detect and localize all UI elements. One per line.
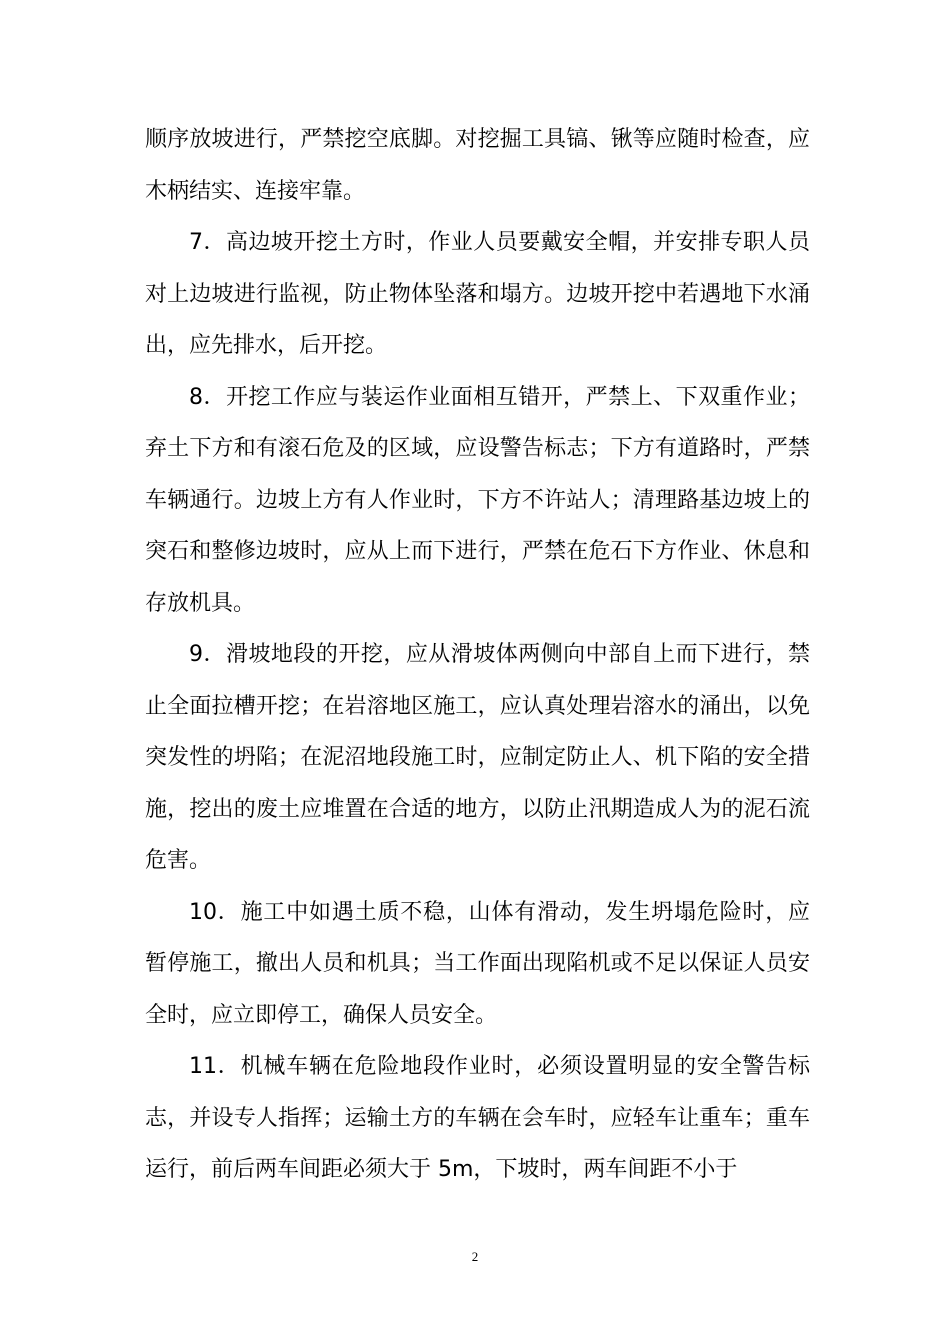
paragraph-item-10: 10．施工中如遇土质不稳，山体有滑动，发生坍塌危险时，应暂停施工，撤出人员和机具；当工作面出现陷机或不足以保证人员安全时，应立即停工，确保人员安全。 — [145, 899, 810, 1028]
paragraph-item-7: 7．高边坡开挖土方时，作业人员要戴安全帽，并安排专职人员对上边坡进行监视，防止物体坠落和塌方。边坡开挖中若遇地下水涌出，应先排水，后开挖。 — [145, 230, 810, 358]
paragraph-continued: 顺序放坡进行，严禁挖空底脚。对挖掘工具镐、锹等应随时检查，应木柄结实、连接牢靠。 — [145, 127, 810, 204]
paragraph-item-9: 9．滑坡地段的开挖，应从滑坡体两侧向中部自上而下进行，禁止全面拉槽开挖；在岩溶地区施工，应认真处理岩溶水的涌出，以免突发性的坍陷；在泥沼地段施工时，应制定防止人、机下陷的安全措施，挖出的废土应堆置在合适的地方，以防止汛期造成人为的泥石流危害。 — [145, 642, 810, 873]
paragraph-item-8: 8．开挖工作应与装运作业面相互错开，严禁上、下双重作业；弃土下方和有滚石危及的区域，应设警告标志；下方有道路时，严禁车辆通行。边坡上方有人作业时，下方不许站人；清理路基边坡上的突石和整修边坡时，应从上而下进行，严禁在危石下方作业、休息和存放机具。 — [145, 384, 810, 616]
document-body — [145, 114, 810, 1196]
page-number: 2 — [471, 1249, 479, 1264]
paragraph-item-11: 11．机械车辆在危险地段作业时，必须设置明显的安全警告标志，并设专人指挥；运输土方的车辆在会车时，应轻车让重车；重车运行，前后两车间距必须大于 5m，下坡时，两车间距不小于 — [145, 1054, 810, 1182]
